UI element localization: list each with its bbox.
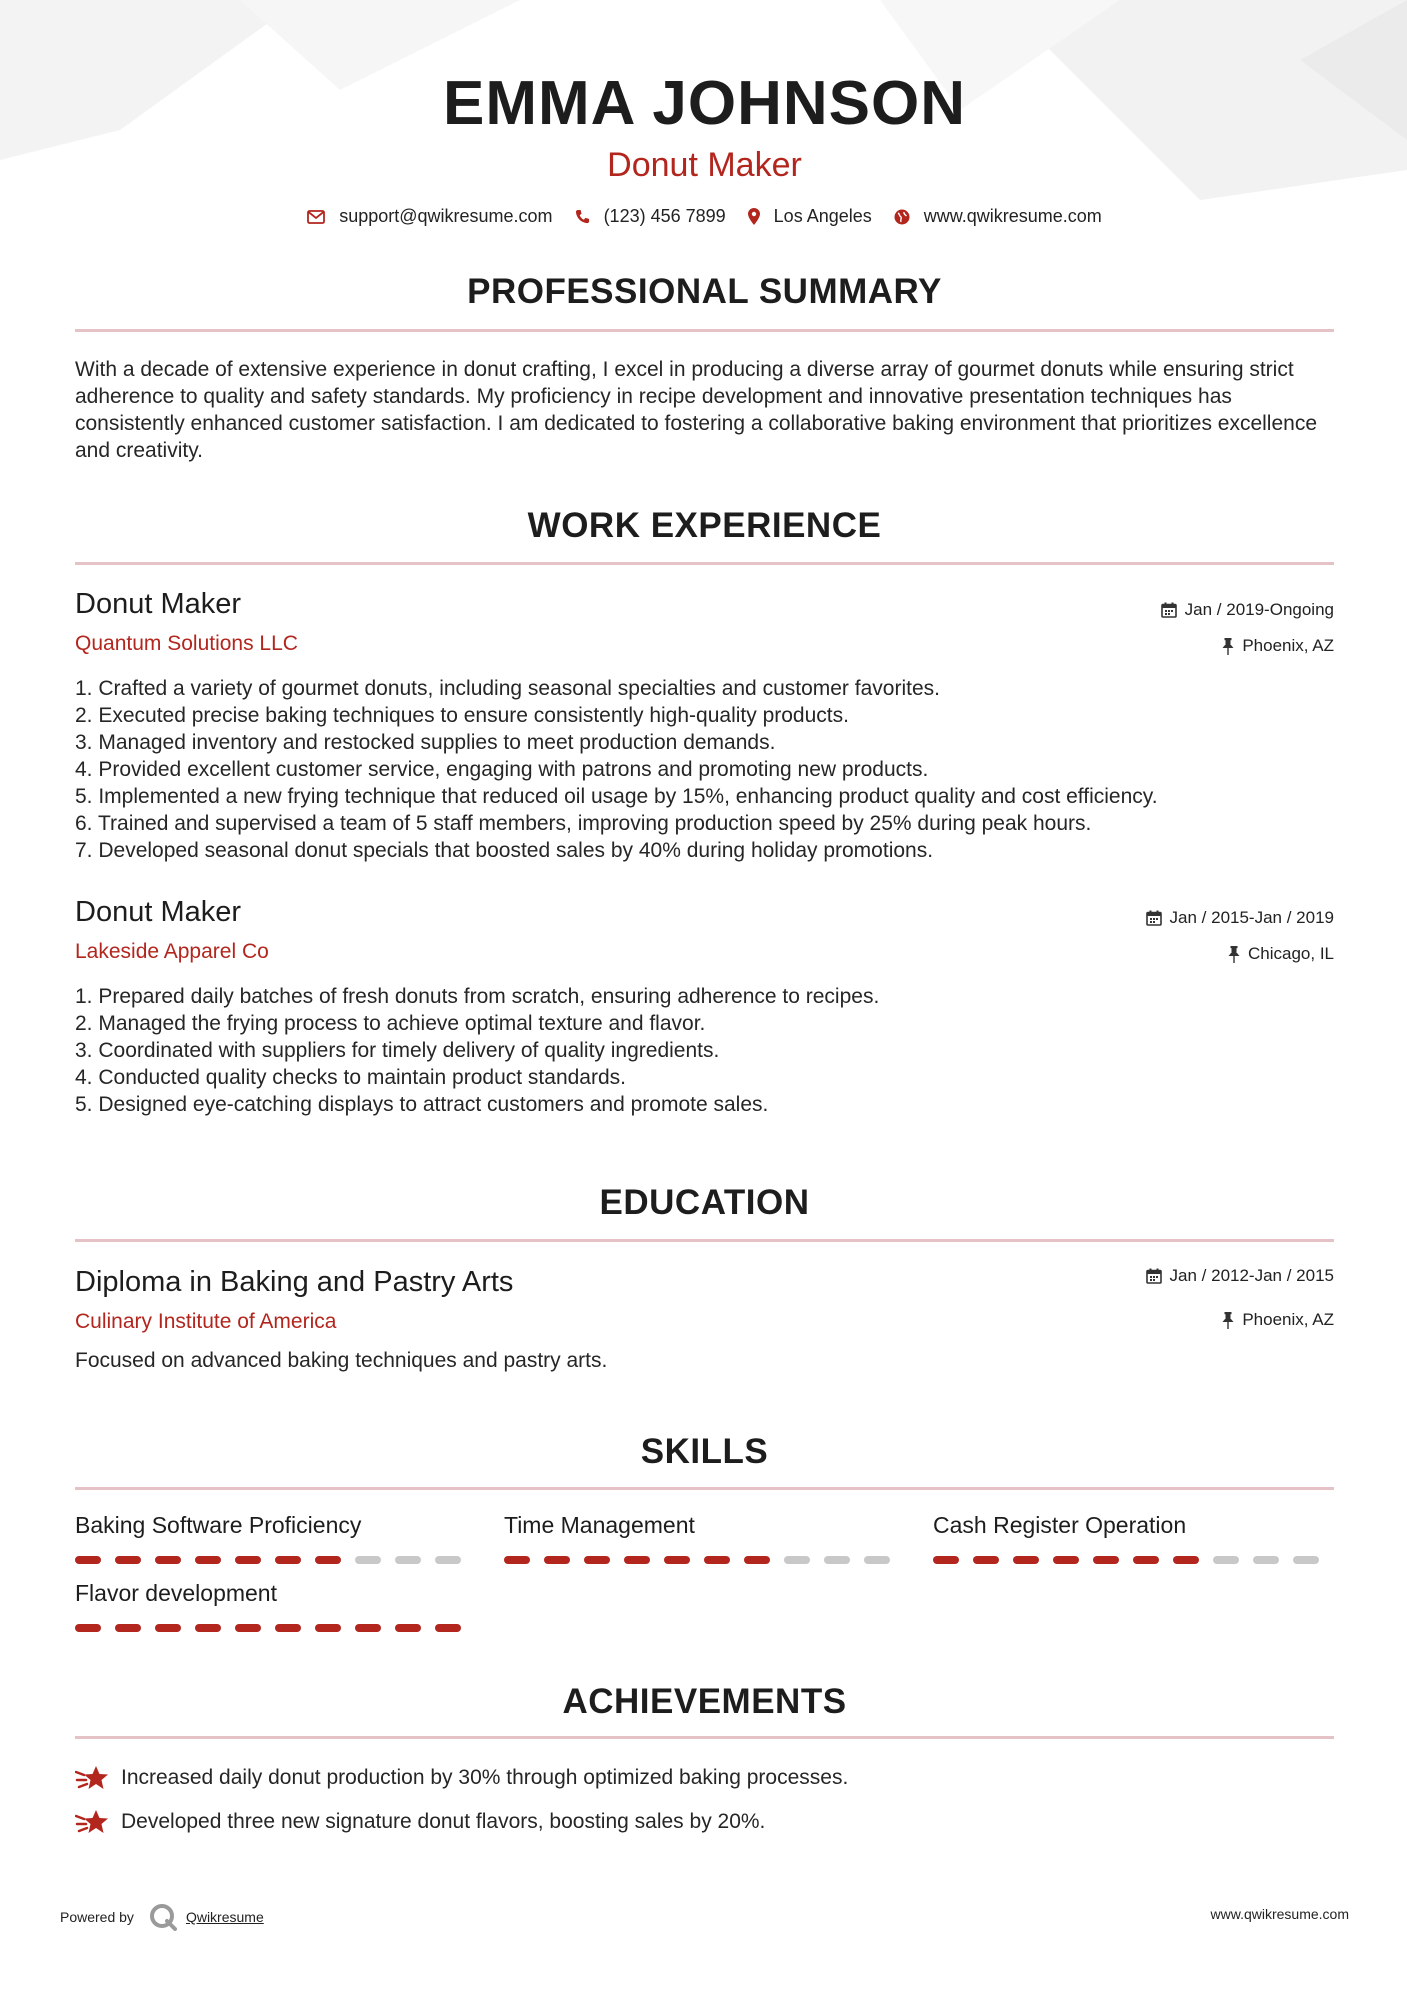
powered-by-label: Powered by — [60, 1909, 134, 1925]
skill-dash-filled — [275, 1556, 301, 1564]
education-location — [1222, 1310, 1334, 1330]
summary-heading: PROFESSIONAL SUMMARY — [467, 272, 942, 311]
candidate-title: Donut Maker — [607, 146, 802, 184]
job-dates — [1146, 908, 1334, 928]
skill-level-bar — [504, 1556, 904, 1564]
skill-dash-filled — [235, 1556, 261, 1564]
job-bullet: 1. Crafted a variety of gourmet donuts, including seasonal specialties and customer favorites. — [75, 677, 940, 700]
skill-name: Time Management — [504, 1512, 695, 1538]
calendar-icon — [1146, 910, 1162, 926]
education-description: Focused on advanced baking techniques and pastry arts. — [75, 1349, 608, 1372]
skill-dash-filled — [1093, 1556, 1119, 1564]
experience-divider — [75, 562, 1334, 565]
job-bullets — [75, 983, 1334, 1118]
job-dates-text: Jan / 2015-Jan / 2019 — [1169, 908, 1334, 927]
skill-dash-empty — [1293, 1556, 1319, 1564]
skill-level-bar — [75, 1624, 475, 1632]
skill-dash-empty — [395, 1556, 421, 1564]
thumbtack-icon — [1222, 638, 1234, 655]
skill-dash-filled — [1053, 1556, 1079, 1564]
skill-dash-filled — [1013, 1556, 1039, 1564]
footer-powered-by — [60, 1902, 264, 1932]
contact-website[interactable] — [894, 206, 1102, 227]
skill-item — [933, 1512, 1333, 1564]
skill-dash-filled — [1173, 1556, 1199, 1564]
contact-location — [748, 206, 872, 227]
skill-dash-filled — [973, 1556, 999, 1564]
skill-dash-filled — [315, 1556, 341, 1564]
skill-dash-filled — [1133, 1556, 1159, 1564]
skill-dash-filled — [155, 1556, 181, 1564]
skill-dash-filled — [155, 1624, 181, 1632]
job-bullet: 7. Developed seasonal donut specials that boosted sales by 40% during holiday promotions. — [75, 839, 934, 862]
thumbtack-icon — [1222, 1312, 1234, 1329]
thumbtack-icon — [1228, 946, 1240, 963]
skill-dash-empty — [1213, 1556, 1239, 1564]
contact-phone-text: (123) 456 7899 — [603, 206, 726, 226]
job-location-text: Chicago, IL — [1248, 944, 1334, 963]
education-divider — [75, 1239, 1334, 1242]
contact-email[interactable] — [307, 206, 552, 227]
job-bullet: 4. Conducted quality checks to maintain product standards. — [75, 1066, 626, 1089]
summary-text: With a decade of extensive experience in donut crafting, I excel in producing a diverse array of gourmet donuts while ensuring strict adherence to quality and safety standards. My proficiency in recipe development and innovative presentation techniques has consistently enhanced customer satisfaction. I am dedicated to fostering a collaborative baking environment that prioritizes excellence and creativity. — [75, 358, 1318, 462]
job-title: Donut Maker — [75, 896, 242, 928]
job-bullet: 1. Prepared daily batches of fresh donuts from scratch, ensuring adherence to recipes. — [75, 985, 880, 1008]
contact-location-text: Los Angeles — [773, 206, 872, 226]
skill-dash-filled — [435, 1624, 461, 1632]
skill-dash-filled — [75, 1624, 101, 1632]
skill-dash-empty — [784, 1556, 810, 1564]
skill-dash-filled — [624, 1556, 650, 1564]
skill-name: Cash Register Operation — [933, 1512, 1187, 1538]
map-marker-icon — [748, 208, 760, 225]
job-bullet: 3. Managed inventory and restocked supplies to meet production demands. — [75, 731, 776, 754]
achievement-text: Increased daily donut production by 30% through optimized baking processes. — [121, 1766, 849, 1789]
skills-heading: SKILLS — [640, 1432, 769, 1471]
skill-dash-filled — [115, 1624, 141, 1632]
experience-heading: WORK EXPERIENCE — [527, 506, 882, 545]
education-heading: EDUCATION — [599, 1183, 810, 1222]
contact-bar — [75, 206, 1334, 227]
job-bullets — [75, 675, 1334, 864]
education-degree: Diploma in Baking and Pastry Arts — [75, 1266, 514, 1298]
job-bullet: 2. Managed the frying process to achieve optimal texture and flavor. — [75, 1012, 706, 1035]
job-bullet: 5. Implemented a new frying technique that reduced oil usage by 15%, enhancing product quality and cost efficiency. — [75, 785, 1158, 808]
job-location — [1228, 944, 1334, 964]
skill-dash-filled — [395, 1624, 421, 1632]
skill-dash-filled — [933, 1556, 959, 1564]
job-bullet: 3. Coordinated with suppliers for timely delivery of quality ingredients. — [75, 1039, 720, 1062]
contact-email-text: support@qwikresume.com — [339, 206, 553, 226]
education-school: Culinary Institute of America — [75, 1310, 337, 1333]
skill-dash-empty — [824, 1556, 850, 1564]
calendar-icon — [1146, 1268, 1162, 1284]
skill-level-bar — [933, 1556, 1333, 1564]
skill-dash-empty — [1253, 1556, 1279, 1564]
skill-dash-filled — [355, 1624, 381, 1632]
phone-icon — [575, 209, 590, 224]
skill-item — [504, 1512, 904, 1564]
job-company: Lakeside Apparel Co — [75, 940, 269, 963]
candidate-name: EMMA JOHNSON — [443, 69, 966, 138]
skill-dash-filled — [664, 1556, 690, 1564]
skill-item — [75, 1512, 475, 1564]
job-location — [1222, 636, 1334, 656]
achievements-divider — [75, 1736, 1334, 1739]
footer-website[interactable]: www.qwikresume.com — [1210, 1906, 1349, 1922]
skill-dash-filled — [744, 1556, 770, 1564]
job-title: Donut Maker — [75, 588, 242, 620]
qwikresume-logo-icon — [148, 1902, 178, 1932]
achievement-item — [75, 1764, 848, 1792]
achievement-text: Developed three new signature donut flavors, boosting sales by 20%. — [121, 1810, 766, 1833]
education-location-text: Phoenix, AZ — [1242, 1310, 1334, 1329]
skill-dash-empty — [435, 1556, 461, 1564]
skill-dash-filled — [195, 1624, 221, 1632]
skill-name: Flavor development — [75, 1580, 277, 1606]
envelope-icon — [307, 210, 325, 224]
job-bullet: 6. Trained and supervised a team of 5 staff members, improving production speed by 25% during peak hours. — [75, 812, 1092, 835]
skill-dash-filled — [235, 1624, 261, 1632]
skill-dash-filled — [704, 1556, 730, 1564]
skill-dash-filled — [315, 1624, 341, 1632]
skill-dash-filled — [75, 1556, 101, 1564]
skill-item — [75, 1580, 475, 1632]
job-company: Quantum Solutions LLC — [75, 632, 298, 655]
contact-phone[interactable] — [575, 206, 726, 227]
contact-website-text: www.qwikresume.com — [923, 206, 1102, 226]
globe-icon — [894, 209, 910, 225]
education-dates-text: Jan / 2012-Jan / 2015 — [1169, 1266, 1334, 1285]
job-bullet: 4. Provided excellent customer service, engaging with patrons and promoting new products. — [75, 758, 929, 781]
skills-divider — [75, 1487, 1334, 1490]
job-dates — [1161, 600, 1334, 620]
achievements-heading: ACHIEVEMENTS — [562, 1682, 847, 1721]
skill-dash-filled — [275, 1624, 301, 1632]
calendar-icon — [1161, 602, 1177, 618]
shooting-star-icon — [75, 1808, 109, 1836]
skill-dash-empty — [864, 1556, 890, 1564]
job-dates-text: Jan / 2019-Ongoing — [1184, 600, 1334, 619]
job-bullet: 5. Designed eye-catching displays to attract customers and promote sales. — [75, 1093, 769, 1116]
summary-divider — [75, 329, 1334, 332]
skill-level-bar — [75, 1556, 475, 1564]
skill-dash-filled — [584, 1556, 610, 1564]
achievement-item — [75, 1808, 765, 1836]
skill-dash-empty — [355, 1556, 381, 1564]
skill-dash-filled — [544, 1556, 570, 1564]
job-location-text: Phoenix, AZ — [1242, 636, 1334, 655]
skill-dash-filled — [195, 1556, 221, 1564]
education-dates — [1146, 1266, 1334, 1286]
skill-name: Baking Software Proficiency — [75, 1512, 362, 1538]
shooting-star-icon — [75, 1764, 109, 1792]
skill-dash-filled — [115, 1556, 141, 1564]
job-bullet: 2. Executed precise baking techniques to ensure consistently high-quality products. — [75, 704, 849, 727]
skill-dash-filled — [504, 1556, 530, 1564]
qwikresume-link[interactable]: Qwikresume — [185, 1909, 264, 1925]
